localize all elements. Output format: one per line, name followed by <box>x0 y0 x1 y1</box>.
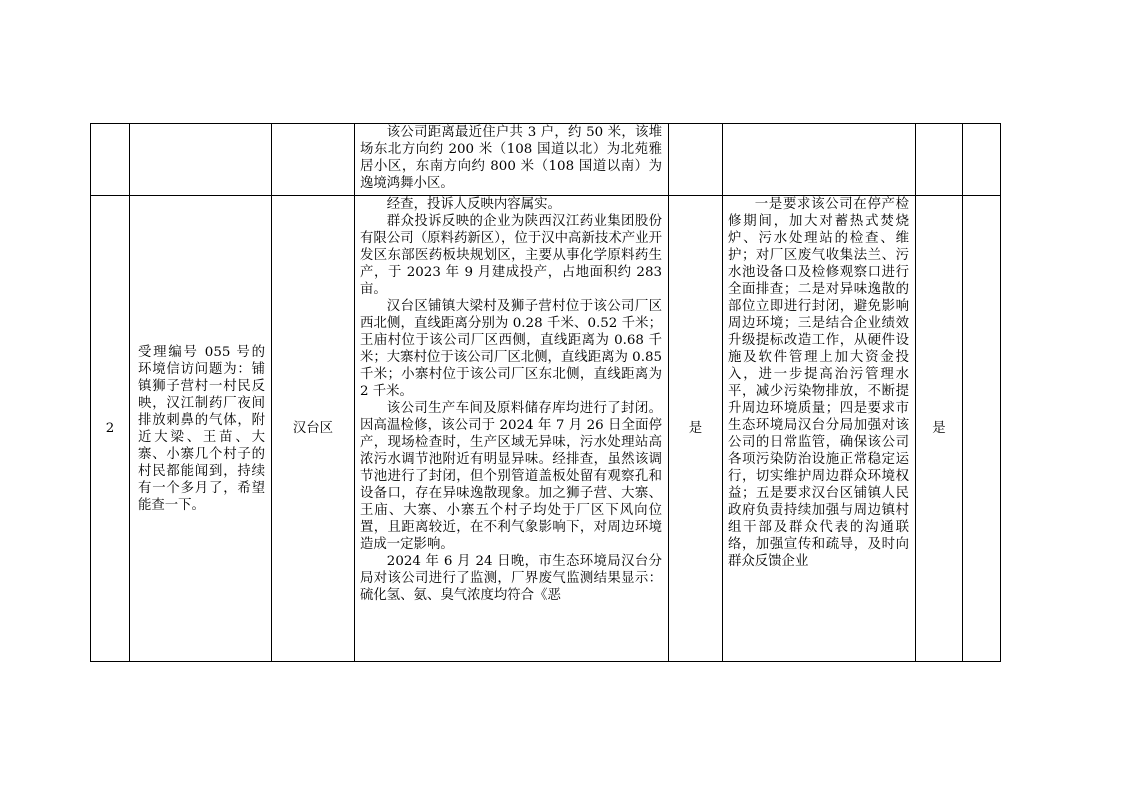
cell-extra <box>963 196 1001 662</box>
finding-paragraph: 2024 年 6 月 24 日晚，市生态环境局汉台分局对该公司进行了监测，厂界废气监测结果显示：硫化氢、氨、臭气浓度均符合《恶 <box>360 554 662 603</box>
cell-issue-empty <box>130 124 272 196</box>
table-row <box>91 196 1001 662</box>
finding-paragraph: 该公司生产车间及原料储存库均进行了封闭。因高温检修，该公司于 2024 年 7 月 26 日全面停产，现场检查时，生产区域无异味，污水处理站高浓污水调节池附近有明显异味。经排查，虽然该调节池进行了封闭，但个别管道盖板处留有观察孔和设备口，存在异味逸散现象。加之狮子营、大寨、王庙、大寨、小寨五个村子均处于厂区下风向位置，且距离较近，在不利气象影响下，对周边环境造成一定影响。 <box>360 401 662 552</box>
district-name: 汉台区 <box>272 196 355 662</box>
cell-finding <box>355 196 669 662</box>
finding-text-continued: 该公司距离最近住户共 3 户，约 50 米，该堆场东北方向约 200 米（108 国道以北）为北苑雅居小区，东南方向约 800 米（108 国道以南）为逸境鸿舞小区。 <box>360 125 662 191</box>
measures-text: 一是要求该公司在停产检修期间，加大对蓄热式焚烧炉、污水处理站的检查、维护；对厂区废气收集法兰、污水池设备口及检修观察口进行全面排查；二是对异味逸散的部位立即进行封闭，避免影响周边环境；三是结合企业绩效升级提标改造工作，从硬件设施及软件管理上加大资金投入，进一步提高治污管理水平，减少污染物排放，不断提升周边环境质量；四是要求市生态环境局汉台分局加强对该公司的日常监管，确保该公司各项污染防治设施正常稳定运行，切实维护周边群众环境权益；五是要求汉台区铺镇人民政府负责持续加强与周边镇村组干部及群众代表的沟通联络，加强宣传和疏导，及时向群众反馈企业 <box>728 197 909 569</box>
petition-table <box>90 123 1001 662</box>
cell-rectified-empty <box>916 124 963 196</box>
table-row-continued <box>91 124 1001 196</box>
row-number: 2 <box>91 196 130 662</box>
cell-number-empty <box>91 124 130 196</box>
finding-paragraphs <box>355 196 668 661</box>
cell-measures-empty <box>723 124 916 196</box>
cell-issue <box>130 196 272 662</box>
finding-paragraph: 经查，投诉人反映内容属实。 <box>386 197 561 212</box>
cell-extra-empty <box>963 124 1001 196</box>
issue-text: 受理编号 055 号的环境信访问题为：铺镇狮子营村一村民反映，汉江制药厂夜间排放刺鼻的气体，附近大梁、王苗、大寨、小寨几个村子的村民都能闻到，持续有一个多月了，希望能查一下。 <box>138 344 265 513</box>
verified-status: 是 <box>669 196 723 662</box>
finding-paragraph: 汉台区铺镇大梁村及狮子营村位于该公司厂区西北侧，直线距离分别为 0.28 千米、0.52 千米；王庙村位于该公司厂区西侧，直线距离为 0.68 千米；大寨村位于该公司厂区北侧，直线距离为 0.85 千米；小寨村位于该公司厂区东北侧，直线距离为 2 千米。 <box>360 299 662 399</box>
cell-measures <box>723 196 916 662</box>
measures-block <box>723 196 915 661</box>
cell-verified-empty <box>669 124 723 196</box>
finding-paragraph: 群众投诉反映的企业为陕西汉江药业集团股份有限公司（原料药新区），位于汉中高新技术产业开发区东部医药板块规划区，主要从事化学原料药生产，于 2023 年 9 月建成投产，占地面积约 283 亩。 <box>360 214 662 297</box>
rectified-status: 是 <box>916 196 963 662</box>
cell-finding-continued <box>355 124 669 196</box>
cell-district-empty <box>272 124 355 196</box>
